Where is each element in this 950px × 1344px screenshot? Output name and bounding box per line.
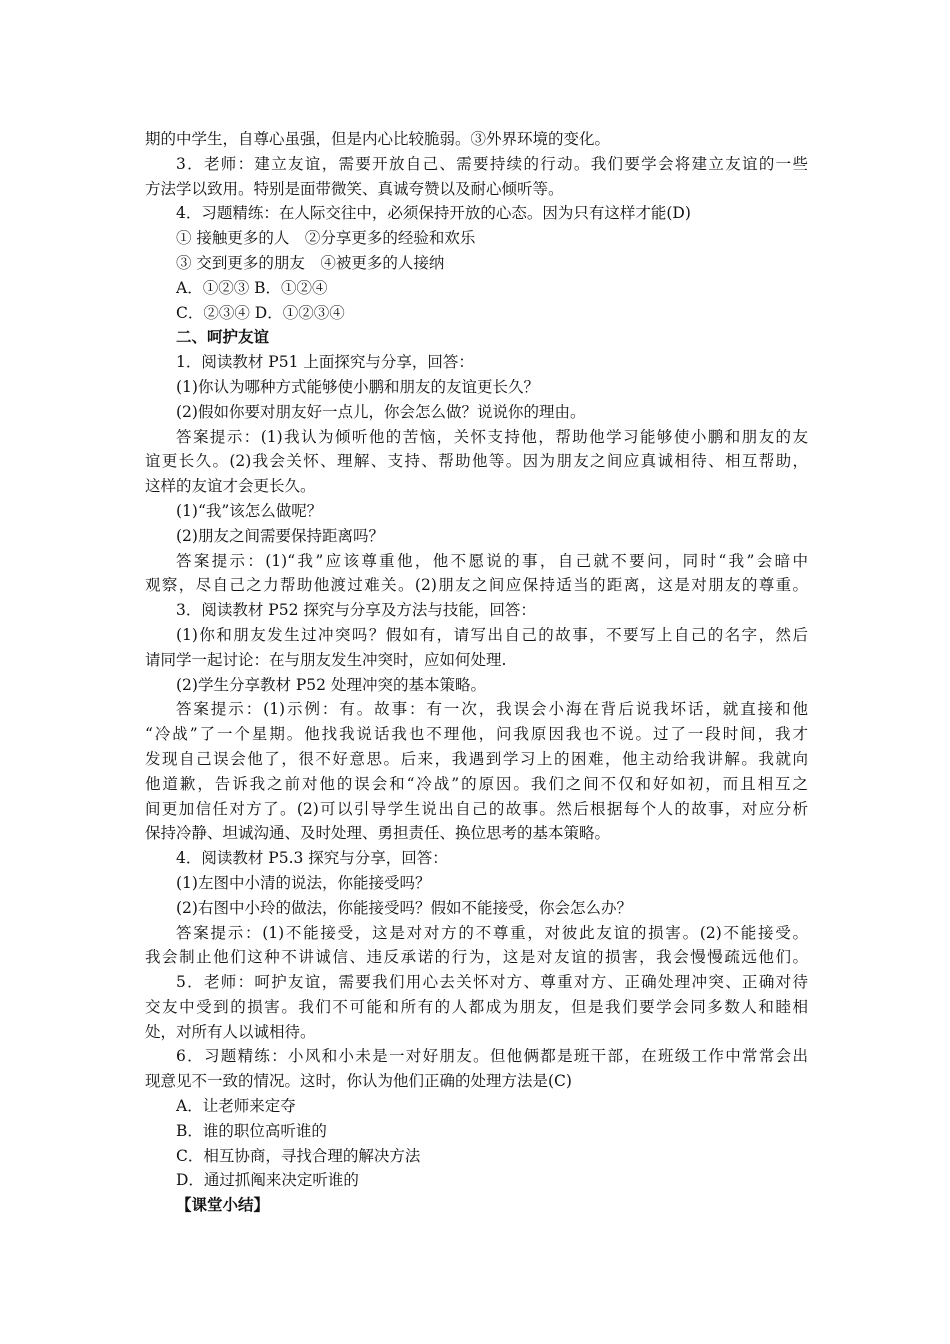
text-line: “冷战”了一个星期。他找我说话我也不理他，问我原因我也不说。过了一段时间，我才 [145,725,808,744]
text-line: (1)你和朋友发生过冲突吗？假如有，请写出自己的故事，不要写上自己的名字，然后 [176,625,808,644]
text-line: D．通过抓阄来决定听谁的 [176,1171,359,1190]
text-line: C．相互协商，寻找合理的解决方法 [176,1146,421,1165]
text-line: 处，对所有人以诚相待。 [145,1022,316,1041]
document-body [145,127,808,1218]
text-line: (2)右图中小玲的做法，你能接受吗？假如不能接受，你会怎么办？ [176,898,632,917]
text-line: 谊更长久。(2)我会关怀、理解、支持、帮助他等。因为朋友之间应真诚相待、相互帮助， [145,452,808,471]
text-line: ③ 交到更多的朋友 ④被更多的人接纳 [176,253,445,272]
text-line: (1)“我”该怎么做呢？ [176,501,323,520]
text-line: A．让老师来定夺 [176,1097,296,1116]
text-line: 我会制止他们这种不讲诚信、违反承诺的行为，这是对友谊的损害，我会慢慢疏远他们。 [145,948,808,967]
text-line: 请同学一起讨论：在与朋友发生冲突时，应如何处理. [145,650,507,669]
text-line: 发现自己误会他了，很不好意思。后来，我遇到学习上的困难，他主动给我讲解。我就向 [145,749,808,768]
text-line: 答案提示：(1)不能接受，这是对对方的不尊重，对彼此友谊的损害。(2)不能接受。 [176,923,808,942]
text-line: B．谁的职位高听谁的 [176,1121,327,1140]
text-line: (1)你认为哪种方式能够使小鹏和朋友的友谊更长久？ [176,377,539,396]
text-line: 这样的友谊才会更长久。 [145,477,316,496]
text-line: 交友中受到的损害。我们不可能和所有的人都成为朋友，但是我们要学会同多数人和睦相 [145,997,808,1016]
text-line: 3．老师：建立友谊，需要开放自己、需要持续的行动。我们要学会将建立友谊的一些 [176,154,808,173]
text-line: 4．习题精练：在人际交往中，必须保持开放的心态。因为只有这样才能(D) [176,204,691,223]
text-line: 答案提示：(1)我认为倾听他的苦恼，关怀支持他，帮助他学习能够使小鹏和朋友的友 [176,427,808,446]
text-line: 方法学以致用。特别是面带微笑、真诚夸赞以及耐心倾听等。 [145,179,564,198]
text-line: 间更加信任对方了。(2)可以引导学生说出自己的故事。然后根据每个人的故事，对应分析 [145,799,808,818]
text-line: 期的中学生，自尊心虽强，但是内心比较脆弱。③外界环境的变化。 [145,130,611,148]
text-line: 1．阅读教材 P51 上面探究与分享，回答： [176,353,474,372]
text-line: 现意见不一致的情况。这时，你认为他们正确的处理方法是(C) [145,1072,572,1091]
text-line: ① 接触更多的人 ②分享更多的经验和欢乐 [176,229,476,248]
section-heading: 【课堂小结】 [176,1195,270,1215]
text-line: 4．阅读教材 P5.3 探究与分享，回答： [176,849,448,868]
text-line: C．②③④ D．①②③④ [176,303,345,322]
text-line: 6．习题精练：小风和小未是一对好朋友。但他俩都是班干部，在班级工作中常常会出 [176,1047,808,1066]
text-line: (2)假如你要对朋友好一点儿，你会怎么做？说说你的理由。 [176,402,586,421]
text-line: 保持冷静、坦诚沟通、及时处理、勇担责任、换位思考的基本策略。 [145,824,611,843]
text-line: 答案提示：(1)“我”应该尊重他，他不愿说的事，自己就不要问，同时“我”会暗中 [176,551,808,570]
section-heading: 二、呵护友谊 [176,327,270,347]
text-line: (2)学生分享教材 P52 处理冲突的基本策略。 [176,675,486,694]
text-line: 观察，尽自己之力帮助他渡过难关。(2)朋友之间应保持适当的距离，这是对朋友的尊重。 [145,576,808,595]
text-line: 5．老师：呵护友谊，需要我们用心去关怀对方、尊重对方、正确处理冲突、正确对待 [176,973,808,992]
text-line: (2)朋友之间需要保持距离吗？ [176,526,384,545]
text-line: 他道歉，告诉我之前对他的误会和“冷战”的原因。我们之间不仅和好如初，而且相互之 [145,774,808,793]
text-line: A．①②③ B．①②④ [176,278,328,297]
text-line: (1)左图中小清的说法，你能接受吗？ [176,873,431,892]
text-line: 3．阅读教材 P52 探究与分享及方法与技能，回答： [176,601,536,620]
text-line: 答案提示：(1)示例：有。故事：有一次，我误会小海在背后说我坏话，就直接和他 [176,700,808,719]
